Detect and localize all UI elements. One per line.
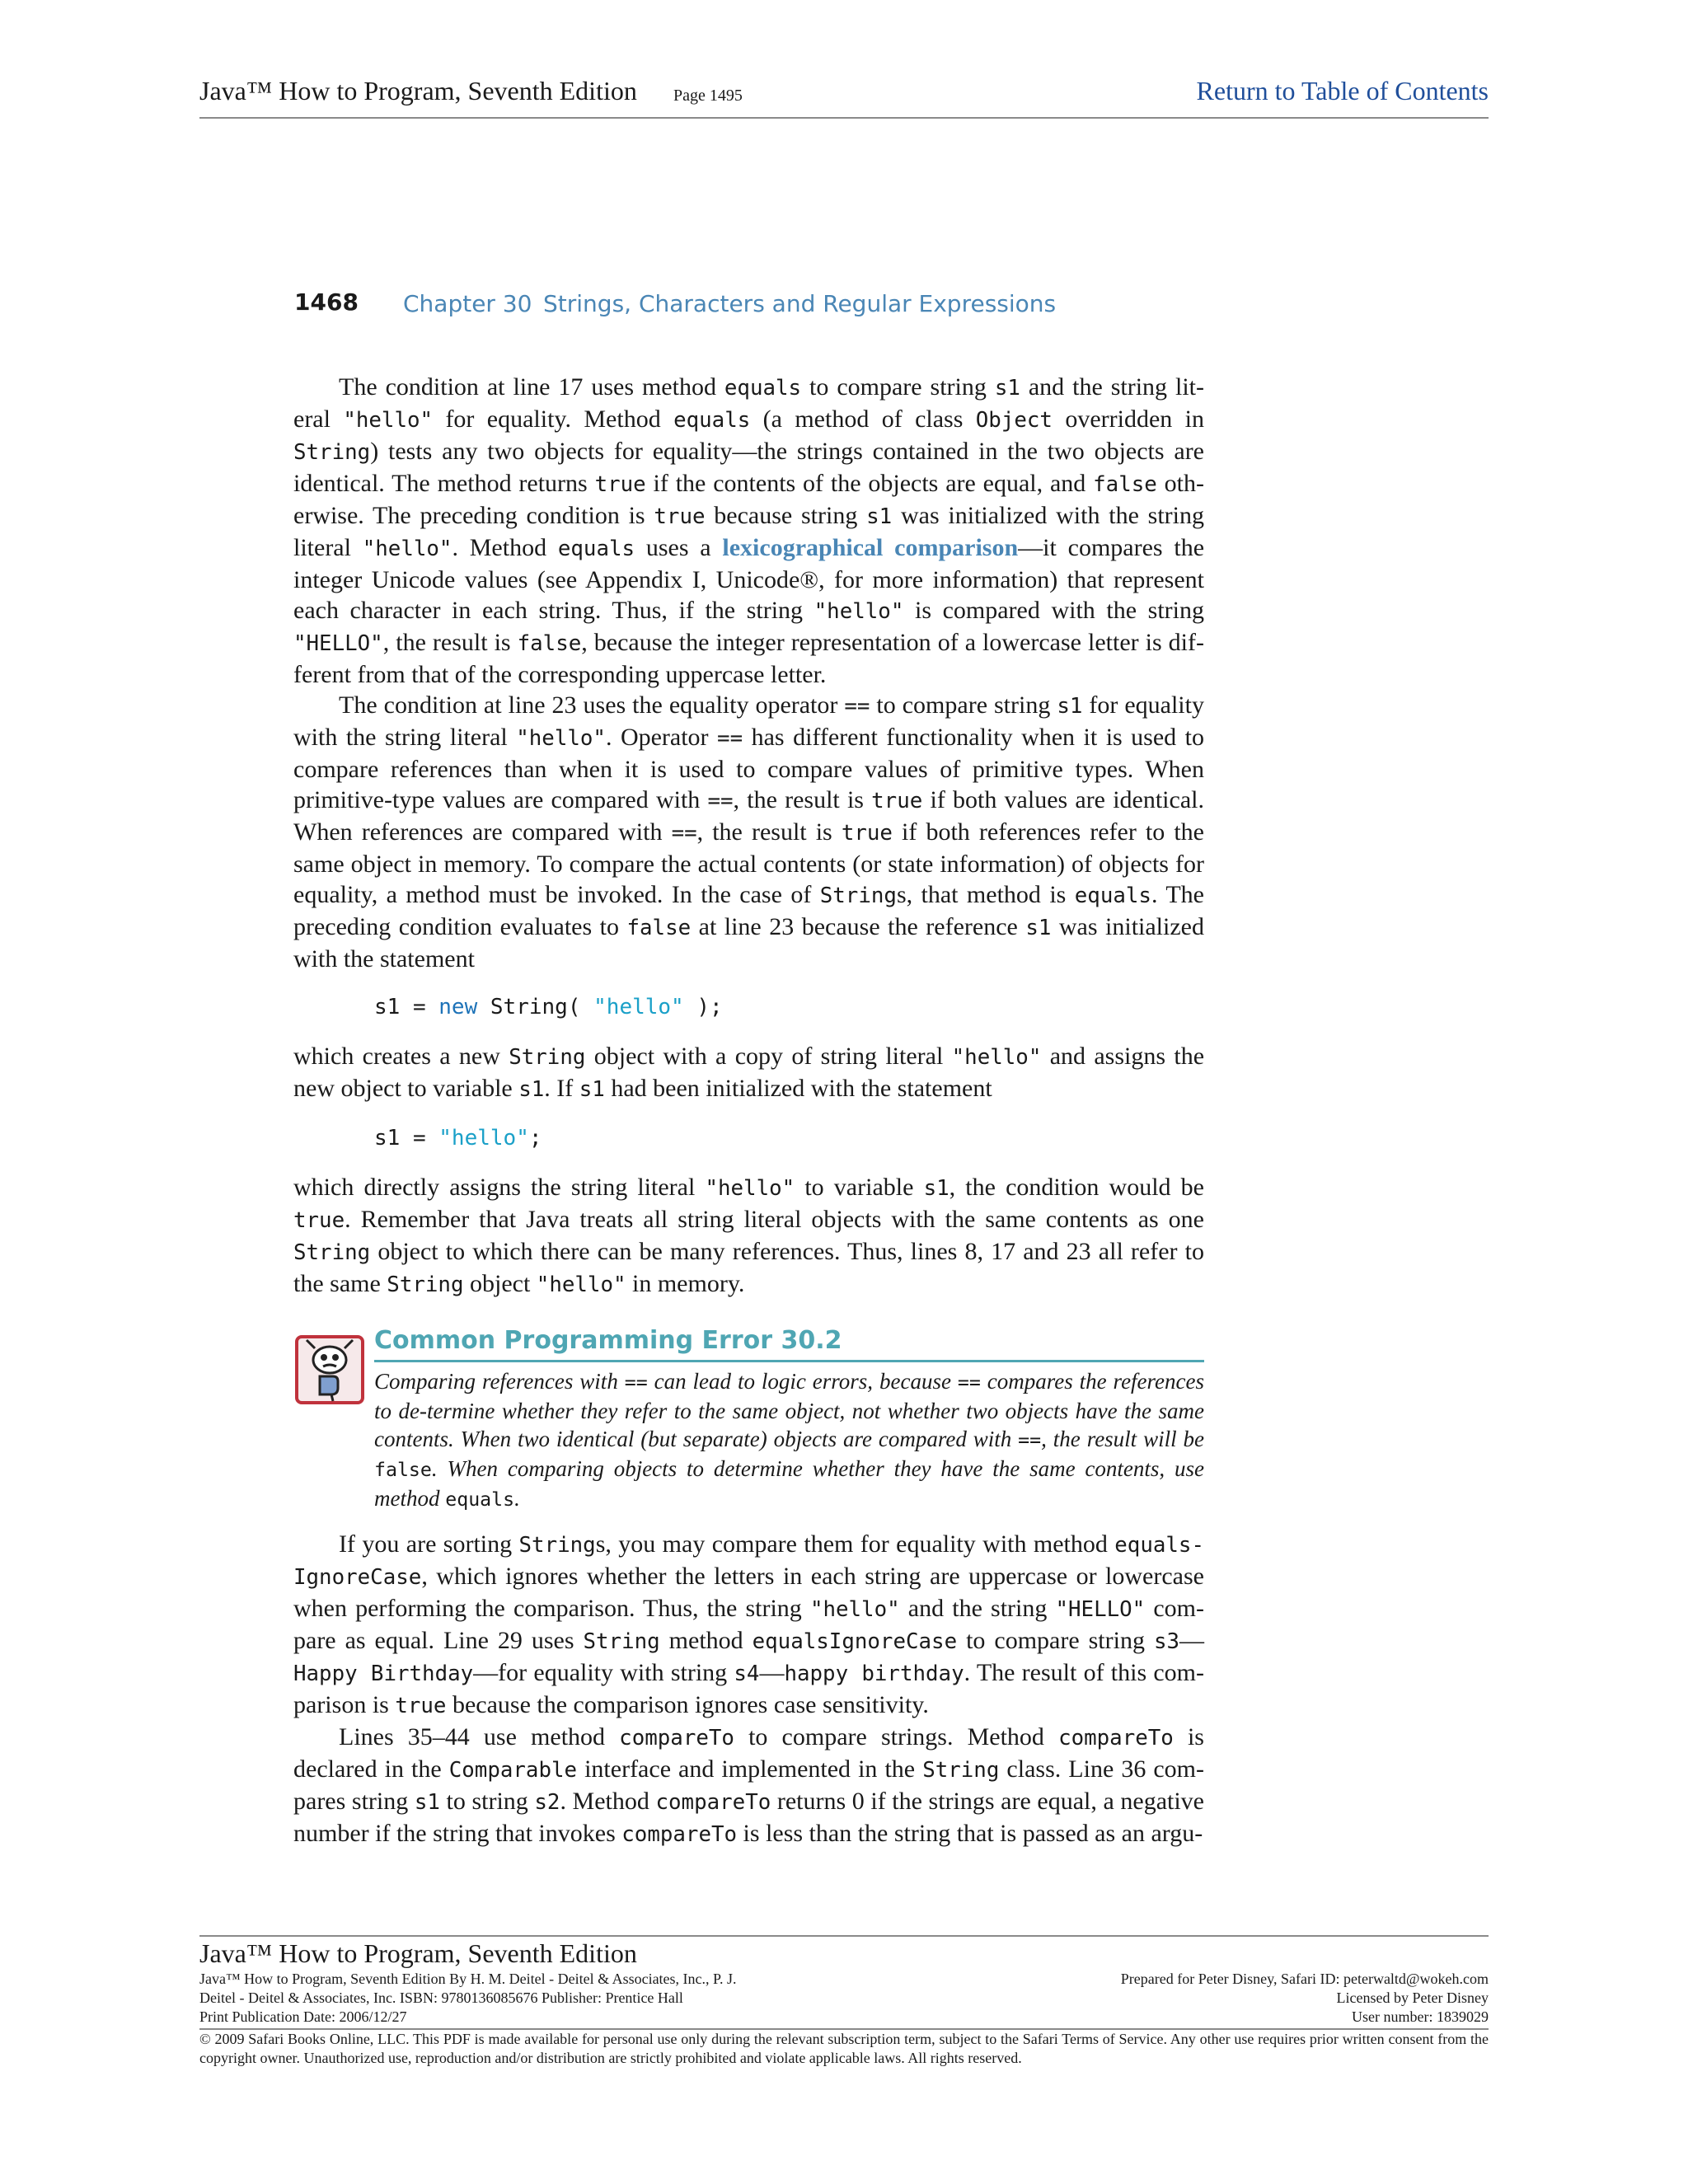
footer-publication-info: Print Publication Date: 2006/12/27 [199,2008,407,2025]
tip-text: Comparing references with == can lead to logic errors, because == compares the references to de-termine whether they refer to the same object, not whether two objects have the same contents. When two identical (but separate) objects are compared with ==, the result will be false. When comparing objects to determine whether they have the same contents, use method equals. [374,1369,1205,1511]
chapter-header [294,288,1201,325]
footer-publication-info: Deitel - Deitel & Associates, Inc. ISBN: 9780136085676 Publisher: Prentice Hall [199,1990,683,2006]
book-page-number: 1468 [294,288,359,316]
code-statement: s1 = "hello"; [374,1126,542,1151]
footer-license-info: User number: 1839029 [1352,2008,1489,2025]
footer-title: Java™ How to Program, Seventh Edition [199,1938,637,1968]
page-footer [199,1935,1489,2068]
page-header [199,76,1489,119]
paragraph: Lines 35–44 use method compareTo to compare strings. Method compareTo is declared in the Comparable interface and implemented in the String class. Line 36 com-pares string s1 to string s2. Method compareTo returns 0 if the strings are equal, a negative number if the string that invokes compareTo is less than the string that is passed as an argu- [293,1723,1205,1847]
toc-link[interactable]: Return to Table of Contents [1196,76,1489,105]
chapter-title: Strings, Characters and Regular Expressions [543,290,1057,317]
chapter-label: Chapter 30 [403,290,532,317]
code-statement: s1 = new String( "hello" ); [374,995,723,1019]
page-label: Page 1495 [673,87,743,105]
footer-row [199,1989,1489,2008]
paragraph: The condition at line 17 uses method equals to compare string s1 and the string lit-eral "hello" for equality. Method equals (a method of class Object overridden in String) tests any two objects for equality—the strings contained in the two objects are identical. The method returns true if the contents of the objects are equal, and false oth-erwise. The preceding condition is true because string s1 was initialized with the string literal "hello". Method equals uses a lexicographical comparison—it compares the integer Unicode values (see Appendix I, Unicode®, for more information) that represent each character in each string. Thus, if the string "hello" is compared with the string "HELLO", the result is false, because the integer representation of a lowercase letter is dif-ferent from that of the corresponding uppercase letter. [293,373,1205,688]
footer-license-info: Licensed by Peter Disney [1336,1990,1489,2006]
programming-error-box [293,1325,1204,1514]
paragraph: If you are sorting Strings, you may compare them for equality with method equals-IgnoreCase, which ignores whether the letters in each string are uppercase or lowercase when performing the comparison. Thus, the string "hello" and the string "HELLO" com-pare as equal. Line 29 uses String method equalsIgnoreCase to compare string s3—Happy Birthday—for equality with string s4—happy birthday. The result of this com-parison is true because the comparison ignores case sensitivity. [293,1530,1205,1718]
paragraph: which directly assigns the string literal "hello" to variable s1, the condition would be true. Remember that Java treats all string literal objects with the same contents as one String object to which there can be many references. Thus, lines 8, 17 and 23 all refer to the same String object "hello" in memory. [293,1174,1204,1297]
key-term: lexicographical comparison [722,534,1019,561]
footer-row [199,1970,1489,1989]
bug-thumbs-down-icon [295,1335,364,1404]
body-text [293,372,1204,1850]
tip-title: Common Programming Error 30.2 [374,1325,1204,1362]
paragraph: The condition at line 23 uses the equality operator == to compare string s1 for equality with the string literal "hello". Operator == has different functionality when it is used to compare references than when it is used to compare values of primitive types. When primitive-type values are compared with ==, the result is true if both values are identical. When references are compared with ==, the result is true if both references refer to the same object in memory. To compare the actual contents (or state information) of objects for equality, a method must be invoked. In the case of Strings, that method is equals. The preceding condition evaluates to false at line 23 because the reference s1 was initialized with the statement [293,691,1204,972]
book-title: Java™ How to Program, Seventh Edition [199,76,637,105]
footer-publication-info: Java™ How to Program, Seventh Edition By H. M. Deitel - Deitel & Associates, Inc., P. J. [199,1971,737,1987]
footer-license-info: Prepared for Peter Disney, Safari ID: peterwaltd@wokeh.com [1120,1971,1489,1987]
footer-copyright: © 2009 Safari Books Online, LLC. This PDF is made available for personal use only during the relevant subscription term, subject to the Safari Terms of Service. Any other use requires prior written consent from the copyright owner. Unauthorized use, reproduction and/or distribution are strictly prohibited and violate applicable laws. All rights reserved. [199,2028,1489,2068]
footer-row [199,2008,1489,2027]
paragraph: which creates a new String object with a copy of string literal "hello" and assigns the new object to variable s1. If s1 had been initialized with the statement [293,1043,1205,1102]
